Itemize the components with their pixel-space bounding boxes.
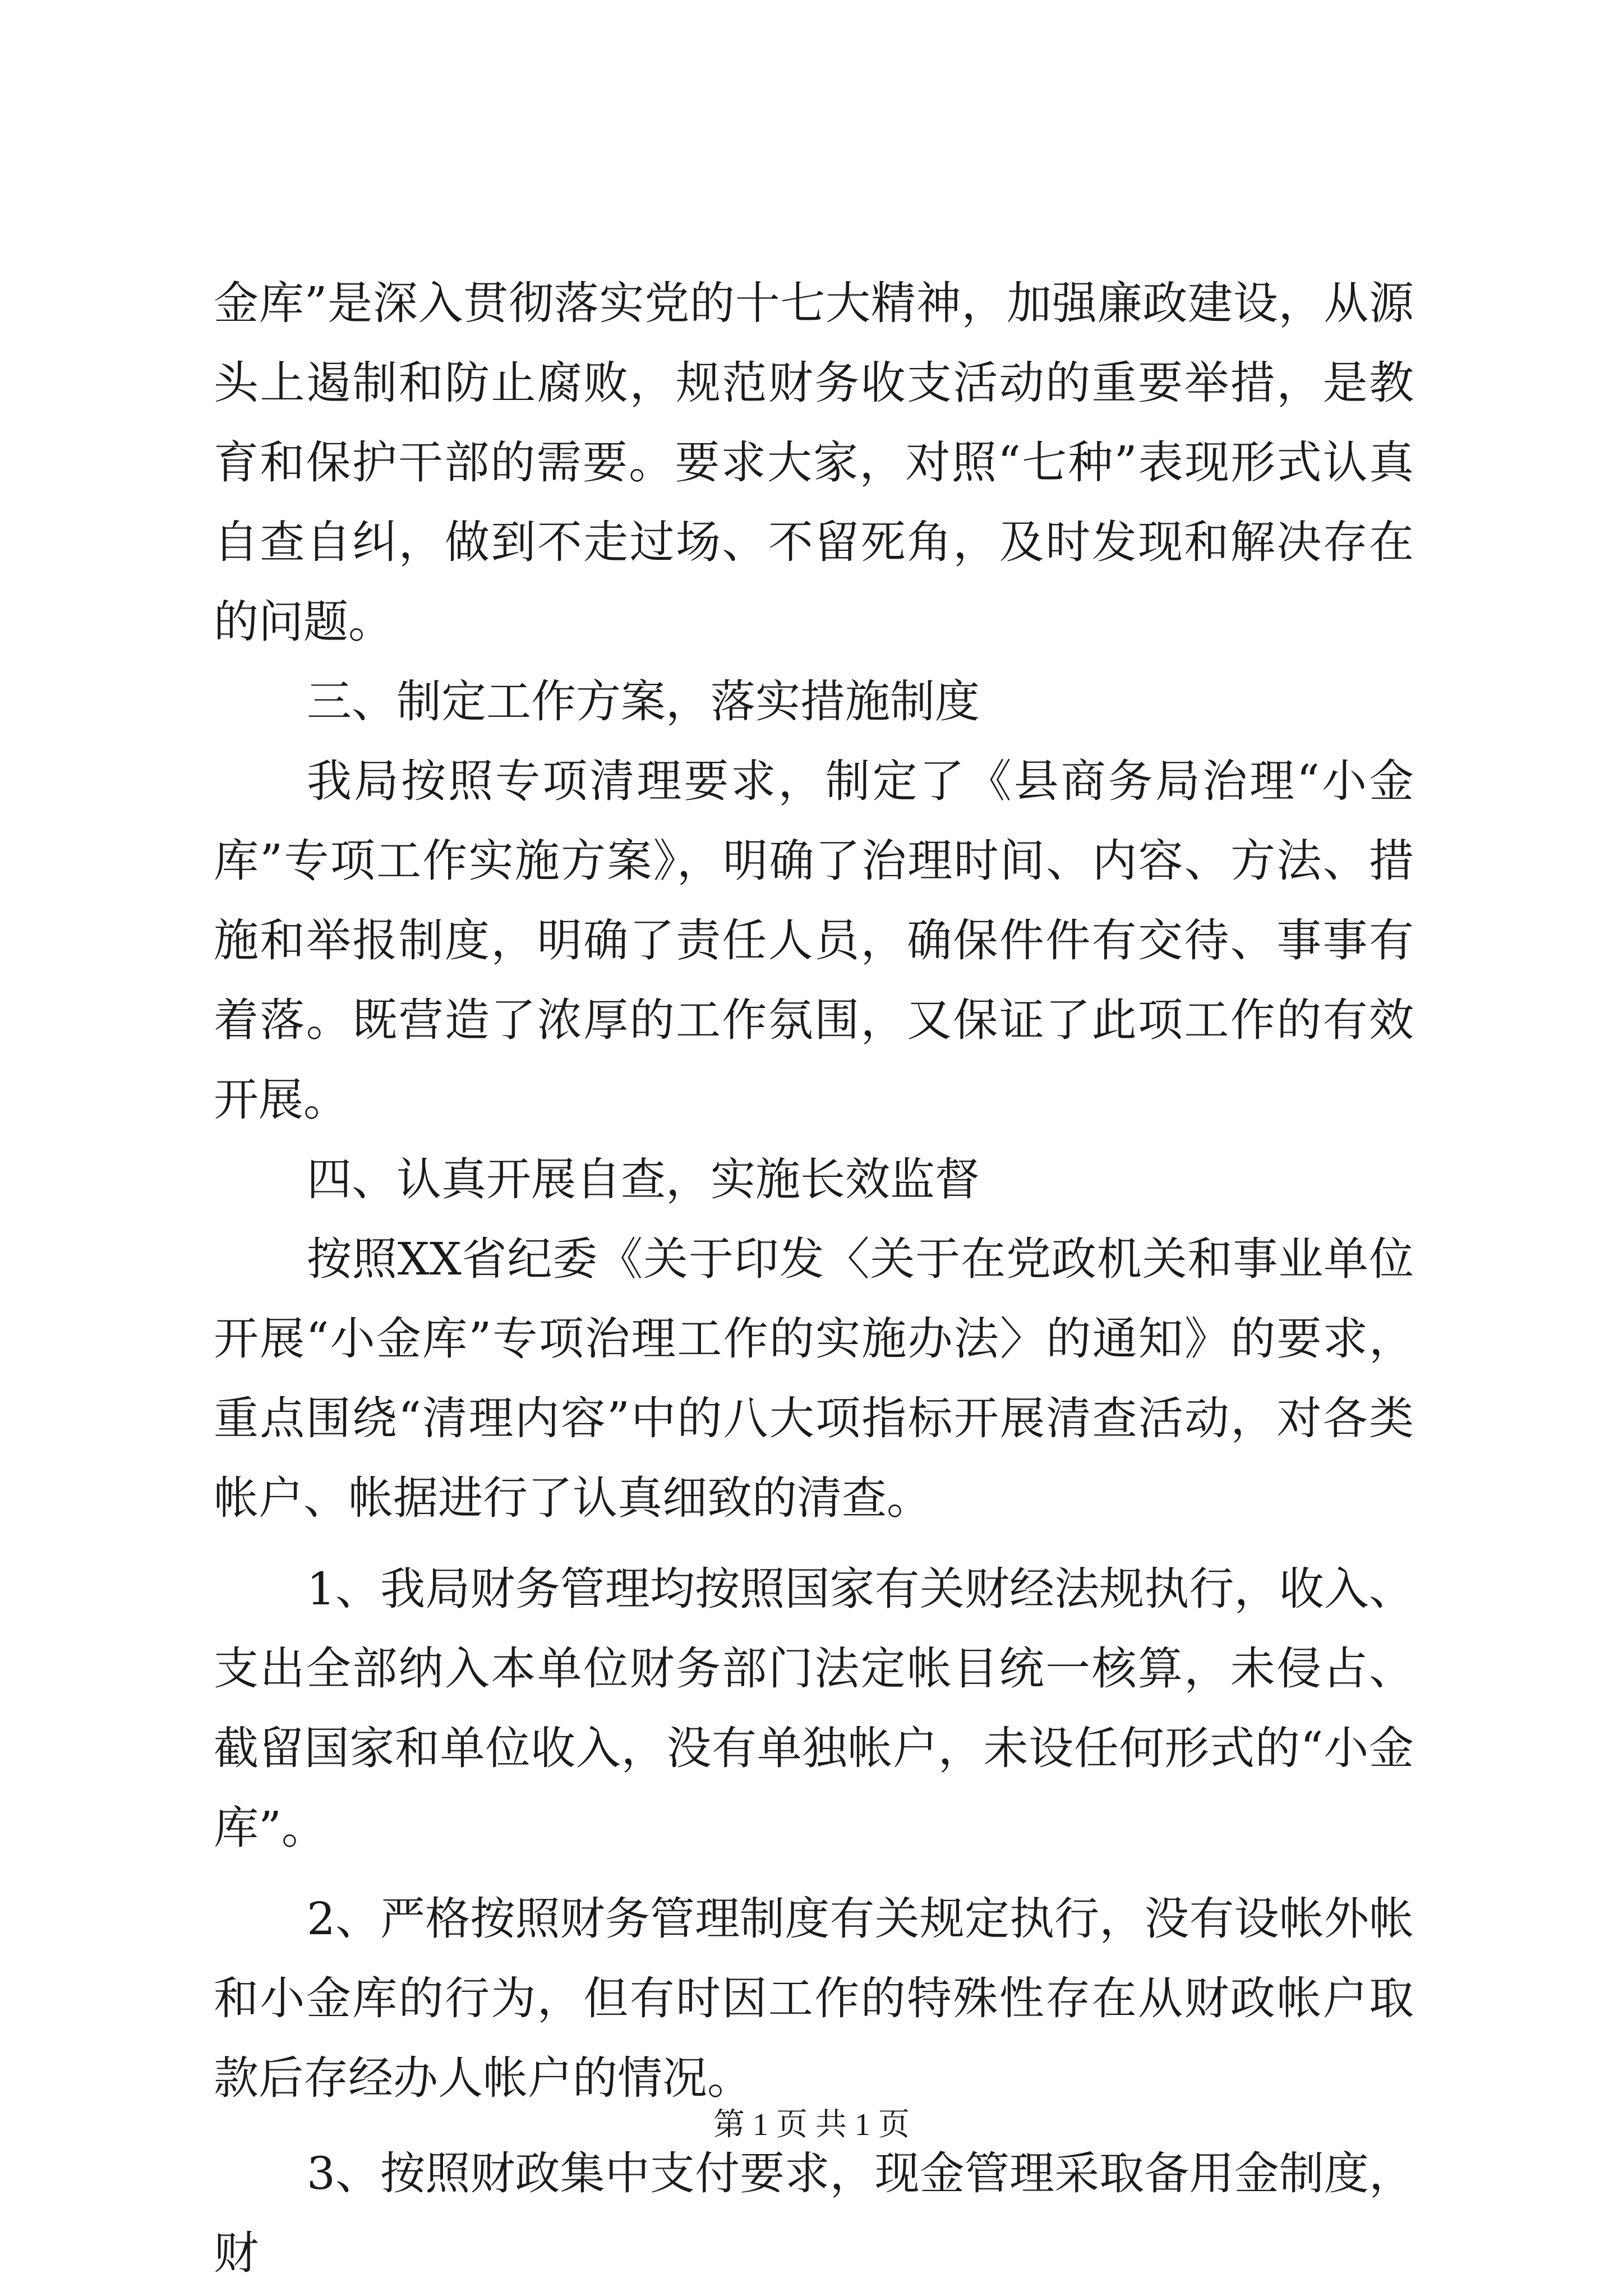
list-item-1: 1、我局财务管理均按照国家有关财经法规执行，收入、支出全部纳入本单位财务部门法定帐目统一核算，未侵占、截留国家和单位收入，没有单独帐户，未设任何形式的“小金库”。: [214, 1563, 1414, 1854]
section-heading-4: 四、认真开展自查，实施长效监督: [307, 1153, 980, 1205]
document-body: [214, 264, 1414, 2293]
page-number-footer: 第 1 页 共 1 页: [713, 2108, 910, 2142]
section-heading-3: 三、制定工作方案，落实措施制度: [307, 675, 980, 728]
list-item-3: 3、按照财政集中支付要求，现金管理采取备用金制度，财: [214, 2147, 1414, 2279]
paragraph-work-plan: 我局按照专项清理要求，制定了《县商务局治理“小金库”专项工作实施方案》，明确了治理时间、内容、方法、措施和举报制度，明确了责任人员，确保件件有交待、事事有着落。既营造了浓厚的工作氛围，又保证了此项工作的有效开展。: [214, 755, 1414, 1126]
paragraph-self-inspection: 按照XX省纪委《关于印发〈关于在党政机关和事业单位开展“小金库”专项治理工作的实施办法〉的通知》的要求，重点围绕“清理内容”中的八大项指标开展清查活动，对各类帐户、帐据进行了认真细致的清查。: [214, 1233, 1414, 1524]
paragraph-continued: 金库”是深入贯彻落实党的十七大精神，加强廉政建设，从源头上遏制和防止腐败，规范财务收支活动的重要举措，是教育和保护干部的需要。要求大家，对照“七种”表现形式认真自查自纠，做到不走过场、不留死角，及时发现和解决存在的问题。: [214, 277, 1414, 648]
list-item-2: 2、严格按照财务管理制度有关规定执行，没有设帐外帐和小金库的行为，但有时因工作的特殊性存在从财政帐户取款后存经办人帐户的情况。: [214, 1893, 1414, 2104]
